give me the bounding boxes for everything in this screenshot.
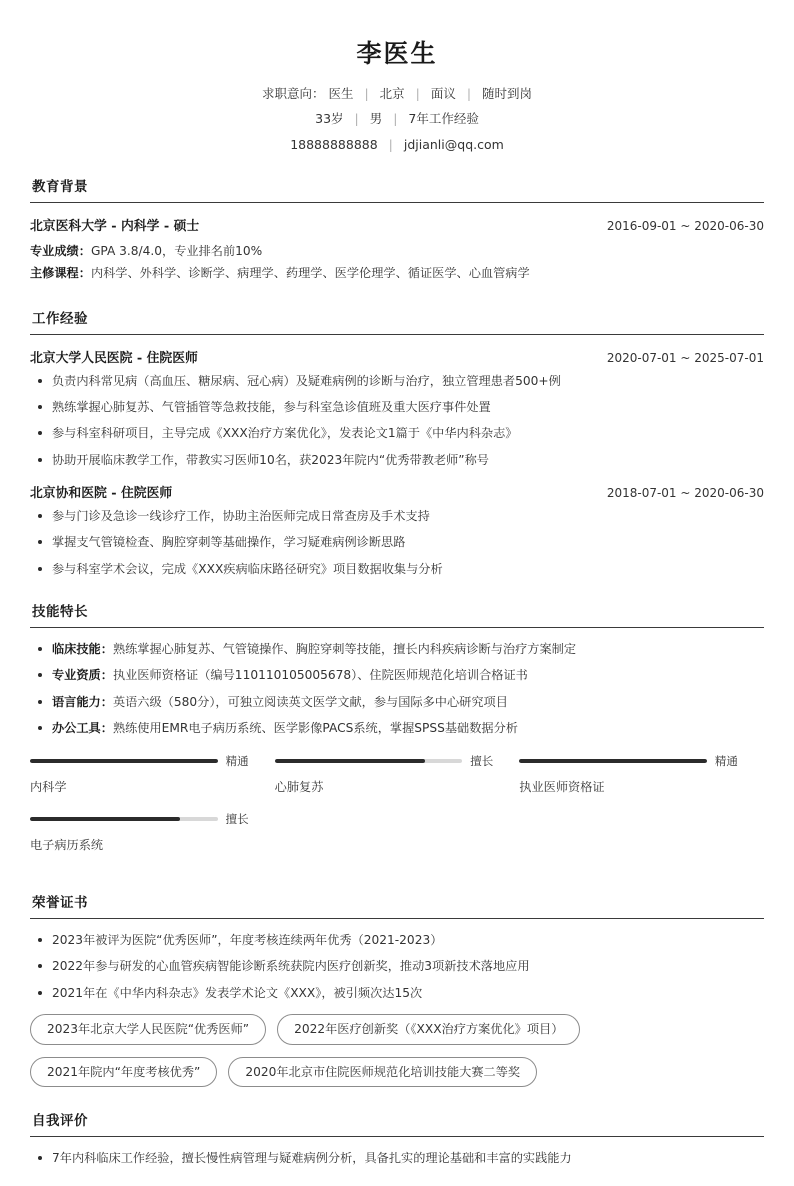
job-intent-salary: 面议 [430, 86, 456, 101]
experience-entry-head [30, 347, 764, 366]
skill-bar-name: 内科学 [30, 780, 67, 795]
list-item: 参与门诊及急诊一线诊疗工作，协助主治医师完成日常查房及手术支持 [30, 507, 764, 525]
skill-bar-fill [275, 759, 425, 763]
skill-bar-group [30, 753, 764, 869]
list-item: 掌握支气管镜检查、胸腔穿刺等基础操作，学习疑难病例诊断思路 [30, 533, 764, 551]
education-detail-label: 专业成绩： [30, 243, 91, 258]
divider: | [354, 111, 359, 127]
skill-value: 英语六级（580分），可独立阅读英文医学文献，参与国际多中心研究项目 [112, 694, 508, 709]
list-item: 熟练掌握心肺复苏、气管插管等急救技能，参与科室急诊值班及重大医疗事件处置 [30, 398, 764, 416]
education-entry-head [30, 215, 764, 234]
section-skills [30, 600, 764, 869]
skill-bar-track [519, 759, 707, 763]
education-detail-value: GPA 3.8/4.0，专业排名前10% [90, 243, 263, 258]
skill-bar-level: 擅长 [225, 812, 249, 827]
divider: | [393, 111, 398, 127]
honor-tag: 2020年北京市住院医师规范化培训技能大赛二等奖 [228, 1057, 537, 1088]
skill-bar-item [30, 811, 275, 853]
experience-entry-date: 2018-07-01 ~ 2020-06-30 [606, 486, 764, 501]
honor-tag-group [30, 1014, 764, 1045]
experience-entry-date: 2020-07-01 ~ 2025-07-01 [606, 350, 764, 365]
experience-entry-head [30, 482, 764, 501]
list-item: 参与科室科研项目，主导完成《XXX治疗方案优化》，发表论文1篇于《中华内科杂志》 [30, 424, 764, 442]
skill-bar-row [519, 753, 738, 769]
experience-entry [30, 482, 764, 578]
job-intent-label: 求职意向： [261, 86, 325, 101]
skill-bar-fill [30, 817, 180, 821]
education-entry-title: 北京医科大学 - 内科学 - 硕士 [30, 218, 200, 234]
skill-bar-row [30, 753, 249, 769]
section-title-education: 教育背景 [30, 175, 764, 203]
skill-value: 执业医师资格证（编号110110105005678）、住院医师规范化培训合格证书 [112, 668, 528, 683]
skill-bar-level: 擅长 [470, 754, 494, 769]
section-title-skills: 技能特长 [30, 600, 764, 628]
skill-bar-level: 精通 [225, 754, 249, 769]
section-honors [30, 891, 764, 1087]
skill-bar-item [519, 753, 764, 795]
experience-entry [30, 347, 764, 469]
section-education [30, 175, 764, 285]
education-detail-label: 主修课程： [30, 266, 91, 281]
basic-age: 33岁 [315, 111, 344, 127]
skill-value: 熟练使用EMR电子病历系统、医学影像PACS系统，掌握SPSS基础数据分析 [112, 720, 518, 735]
skill-value: 熟练掌握心肺复苏、气管镜操作、胸腔穿刺等技能，擅长内科疾病诊断与治疗方案制定 [112, 641, 577, 656]
skill-bar-level: 精通 [714, 754, 738, 769]
list-item: 负责内科常见病（高血压、糖尿病、冠心病）及疑难病例的诊断与治疗，独立管理患者500+例 [30, 372, 764, 390]
section-title-experience: 工作经验 [30, 307, 764, 335]
skill-bar-name: 心肺复苏 [274, 780, 324, 795]
divider: | [364, 86, 369, 101]
list-item: 参与科室学术会议，完成《XXX疾病临床路径研究》项目数据收集与分析 [30, 560, 764, 578]
list-item: 协助开展临床教学工作，带教实习医师10名，获2023年院内“优秀带教老师”称号 [30, 451, 764, 469]
job-intent-line [30, 86, 764, 102]
list-item: 2022年参与研发的心血管疾病智能诊断系统获院内医疗创新奖，推动3项新技术落地应用 [30, 957, 764, 975]
section-experience [30, 307, 764, 578]
education-detail [30, 262, 764, 285]
experience-bullet-list [30, 507, 764, 578]
skill-bar-item [275, 753, 520, 795]
skill-bar-fill [519, 759, 707, 763]
job-intent-position: 医生 [328, 86, 354, 101]
honors-bullet-list [30, 931, 764, 1002]
skill-bar-fill [30, 759, 218, 763]
contact-line [30, 137, 764, 153]
skill-bar-row [30, 811, 249, 827]
list-item [30, 666, 764, 684]
skill-label: 语言能力： [52, 694, 113, 709]
skill-label: 专业资质： [52, 668, 113, 683]
list-item [30, 719, 764, 737]
basic-info-line [30, 111, 764, 127]
skill-bar-item [30, 753, 275, 795]
skill-label: 临床技能： [52, 641, 113, 656]
experience-entry-title: 北京大学人民医院 - 住院医师 [30, 350, 198, 366]
skill-bar-name: 电子病历系统 [30, 838, 104, 853]
skill-bar-track [30, 817, 218, 821]
divider: | [415, 86, 420, 101]
honor-tag: 2022年医疗创新奖（《XXX治疗方案优化》项目） [277, 1014, 580, 1045]
skill-bar-track [30, 759, 218, 763]
divider: | [388, 136, 393, 152]
contact-email: jdjianli@qq.com [403, 136, 504, 152]
section-title-self-evaluation: 自我评价 [30, 1109, 764, 1137]
honor-tag: 2023年北京大学人民医院“优秀医师” [30, 1014, 266, 1045]
job-intent-availability: 随时到岗 [482, 86, 533, 101]
experience-bullet-list [30, 372, 764, 469]
list-item: 2023年被评为医院“优秀医师”，年度考核连续两年优秀（2021-2023） [30, 931, 764, 949]
self-evaluation-bullet-list [30, 1149, 764, 1167]
honor-tag-group [30, 1057, 764, 1088]
education-detail [30, 240, 764, 263]
education-entry-date: 2016-09-01 ~ 2020-06-30 [606, 218, 764, 233]
list-item [30, 693, 764, 711]
section-title-honors: 荣誉证书 [30, 891, 764, 919]
list-item: 2021年在《中华内科杂志》发表学术论文《XXX》，被引频次达15次 [30, 984, 764, 1002]
section-self-evaluation [30, 1109, 764, 1167]
divider: | [466, 86, 472, 101]
contact-phone: 18888888888 [290, 136, 378, 152]
list-item: 7年内科临床工作经验，擅长慢性病管理与疑难病例分析，具备扎实的理论基础和丰富的实践能力 [30, 1149, 764, 1167]
skill-label: 办公工具： [52, 720, 113, 735]
list-item [30, 640, 764, 658]
resume-header [30, 34, 764, 153]
job-intent-city: 北京 [379, 86, 405, 101]
skill-bar-name: 执业医师资格证 [519, 780, 605, 795]
skills-bullet-list [30, 640, 764, 737]
basic-work-years: 7年工作经验 [408, 111, 479, 127]
skill-bar-row [275, 753, 494, 769]
skill-bar-track [275, 759, 463, 763]
honor-tag: 2021年院内“年度考核优秀” [30, 1057, 217, 1088]
education-entry [30, 215, 764, 285]
page-title: 李医生 [356, 39, 438, 68]
basic-gender: 男 [369, 111, 383, 127]
education-detail-value: 内科学、外科学、诊断学、病理学、药理学、医学伦理学、循证医学、心血管病学 [90, 266, 530, 281]
experience-entry-title: 北京协和医院 - 住院医师 [30, 486, 173, 502]
